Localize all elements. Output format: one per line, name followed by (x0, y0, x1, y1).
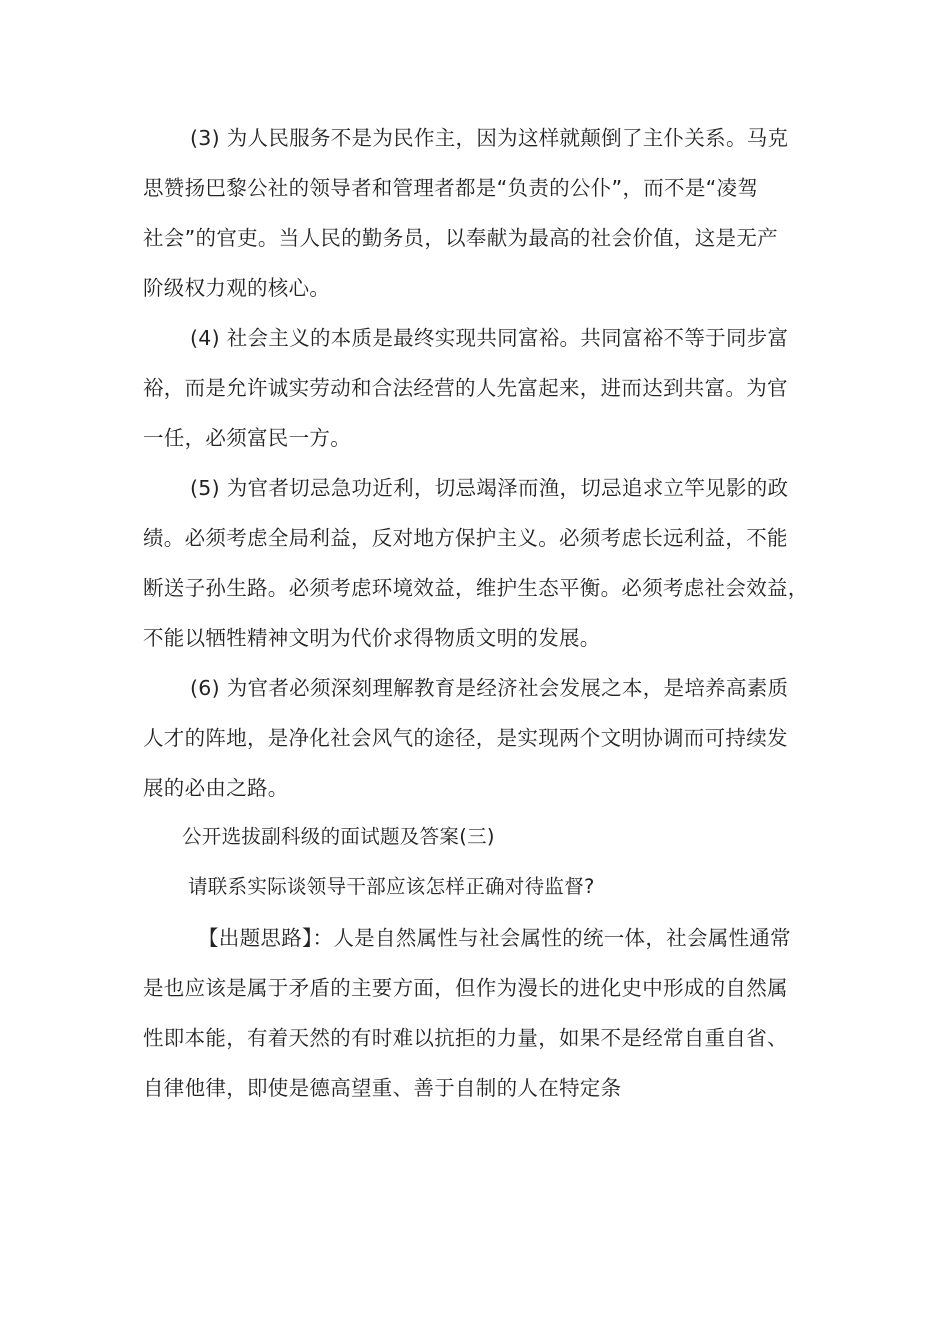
paragraph-line: 【出题思路】：人是自然属性与社会属性的统一体，社会属性通常 (198, 926, 791, 950)
section-heading: 公开选拔副科级的面试题及答案(三) (182, 825, 495, 848)
paragraph-line: 一任，必须富民一方。 (143, 426, 351, 450)
paragraph-line: (4) 社会主义的本质是最终实现共同富裕。共同富裕不等于同步富 (190, 326, 789, 350)
paragraph-line: 是也应该是属于矛盾的主要方面，但作为漫长的进化史中形成的自然属 (143, 976, 788, 1000)
paragraph-line: 断送子孙生路。必须考虑环境效益，维护生态平衡。必须考虑社会效益， (143, 576, 809, 600)
paragraph-line: 展的必由之路。 (143, 776, 289, 800)
paragraph-line: 绩。必须考虑全局利益，反对地方保护主义。必须考虑长远利益，不能 (143, 526, 788, 550)
paragraph-line: (3) 为人民服务不是为民作主，因为这样就颠倒了主仆关系。马克 (190, 126, 789, 150)
paragraph-line: 不能以牺牲精神文明为代价求得物质文明的发展。 (143, 626, 601, 650)
paragraph-line: 阶级权力观的核心。 (143, 276, 331, 300)
paragraph-line: (5) 为官者切忌急功近利，切忌竭泽而渔，切忌追求立竿见影的政 (190, 476, 789, 500)
paragraph-line: (6) 为官者必须深刻理解教育是经济社会发展之本，是培养高素质 (190, 676, 789, 700)
paragraph-line: 裕，而是允许诚实劳动和合法经营的人先富起来，进而达到共富。为官 (143, 376, 788, 400)
paragraph-line: 思赞扬巴黎公社的领导者和管理者都是“负责的公仆”，而不是“凌驾 (143, 176, 759, 200)
interview-question: 请联系实际谈领导干部应该怎样正确对待监督? (188, 875, 595, 898)
paragraph-line: 社会”的官吏。当人民的勤务员，以奉献为最高的社会价值，这是无产 (143, 226, 778, 250)
paragraph-line: 人才的阵地，是净化社会风气的途径，是实现两个文明协调而可持续发 (143, 726, 788, 750)
paragraph-line: 性即本能，有着天然的有时难以抗拒的力量，如果不是经常自重自省、 (143, 1026, 788, 1050)
paragraph-line: 自律他律，即使是德高望重、善于自制的人在特定条 (143, 1076, 622, 1100)
